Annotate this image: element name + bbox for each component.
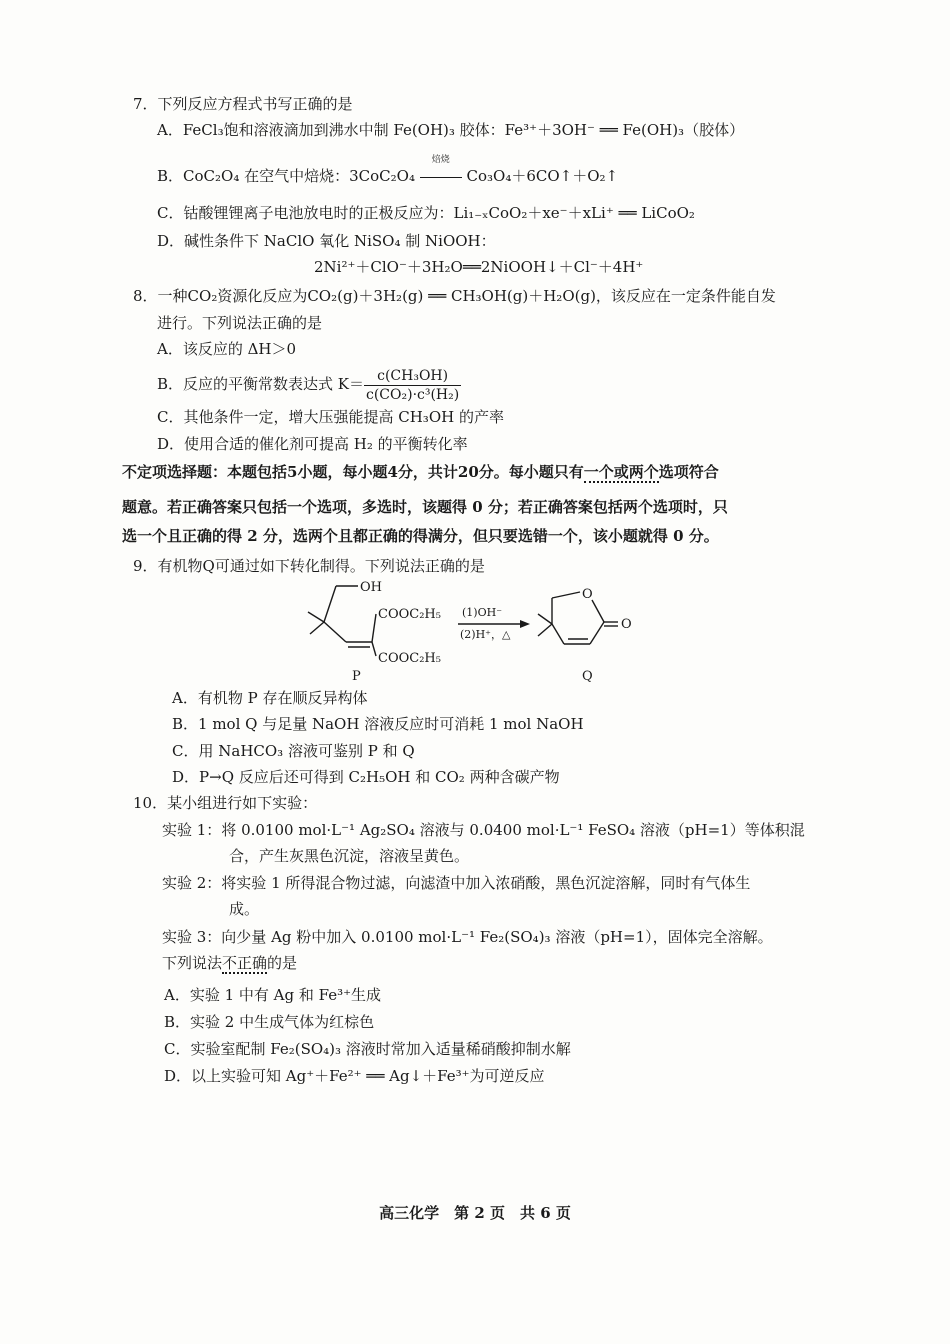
section-instructions-line2: 题意。若正确答案只包括一个选项，多选时，该题得 0 分；若正确答案包括两个选项时，只 xyxy=(122,498,728,516)
p-hydroxyl-label: OH xyxy=(360,580,382,595)
q8-option-d: D．使用合适的催化剂可提高 H₂ 的平衡转化率 xyxy=(157,435,468,453)
q9-option-c: C．用 NaHCO₃ 溶液可鉴别 P 和 Q xyxy=(172,742,415,760)
q10-question: 下列说法不正确的是 xyxy=(162,954,298,972)
q10-option-b: B．实验 2 中生成气体为红棕色 xyxy=(164,1013,375,1031)
q8-option-b-label: B．反应的平衡常数表达式 K＝ xyxy=(157,375,364,393)
q7-option-b-rhs: Co₃O₄＋6CO↑＋O₂↑ xyxy=(461,167,619,185)
section-instructions-line1: 不定项选择题：本题包括5小题，每小题4分，共计20分。每小题只有一个或两个选项符合 xyxy=(122,463,719,481)
q8-stem: 8．一种CO₂资源化反应为CO₂(g)＋3H₂(g) ══ CH₃OH(g)＋H₂O(g)，该反应在一定条件能自发 xyxy=(133,287,776,305)
q10-option-a: A．实验 1 中有 Ag 和 Fe³⁺生成 xyxy=(164,986,382,1004)
fraction-numerator: c(CH₃OH) xyxy=(364,367,461,386)
molecule-q-label: Q xyxy=(582,669,593,684)
q-carbonyl-oxygen: O xyxy=(621,617,632,632)
q10-experiment-2-cont: 成。 xyxy=(229,900,260,918)
q7-option-a: A．FeCl₃饱和溶液滴加到沸水中制 Fe(OH)₃ 胶体：Fe³⁺＋3OH⁻ ══ Fe(OH)₃（胶体） xyxy=(157,121,745,139)
p-ester-label-2: COOC₂H₅ xyxy=(378,651,441,666)
q8-stem-cont: 进行。下列说法正确的是 xyxy=(157,314,323,332)
q7-option-d-equation: 2Ni²⁺＋ClO⁻＋3H₂O══2NiOOH↓＋Cl⁻＋4H⁺ xyxy=(314,258,644,276)
q10-option-d: D．以上实验可知 Ag⁺＋Fe²⁺ ══ Ag↓＋Fe³⁺为可逆反应 xyxy=(164,1067,545,1085)
q7-option-c: C．钴酸锂锂离子电池放电时的正极反应为：Li₁₋ₓCoO₂＋xe⁻＋xLi⁺ ══ LiCoO₂ xyxy=(157,204,695,222)
section-instructions-line3: 选一个且正确的得 2 分，选两个且都正确的得满分，但只要选错一个，该小题就得 0 分。 xyxy=(122,527,719,545)
reaction-scheme xyxy=(290,578,650,684)
q8-option-b xyxy=(157,364,461,404)
equilibrium-constant-fraction xyxy=(364,367,461,404)
condition-step-2: (2)H⁺，△ xyxy=(460,628,511,641)
q9-option-a: A．有机物 P 存在顺反异构体 xyxy=(172,689,368,707)
q7-stem: 7．下列反应方程式书写正确的是 xyxy=(133,95,353,113)
page-footer: 高三化学 第 2 页 共 6 页 xyxy=(379,1204,571,1222)
q10-stem: 10．某小组进行如下实验： xyxy=(133,794,318,812)
reaction-condition-arrow xyxy=(420,155,462,186)
q9-stem: 9．有机物Q可通过如下转化制得。下列说法正确的是 xyxy=(133,557,485,575)
q9-option-d: D．P→Q 反应后还可得到 C₂H₅OH 和 CO₂ 两种含碳产物 xyxy=(172,768,560,786)
q10-experiment-2: 实验 2：将实验 1 所得混合物过滤，向滤渣中加入浓硝酸，黑色沉淀溶解，同时有气体生 xyxy=(162,874,751,892)
fraction-denominator: c(CO₂)·c³(H₂) xyxy=(366,386,460,403)
q7-option-b-lhs: B．CoC₂O₄ 在空气中焙烧：3CoC₂O₄ xyxy=(157,167,420,185)
q-ring-oxygen: O xyxy=(582,587,593,602)
molecule-p-label: P xyxy=(352,669,361,684)
q10-option-c: C．实验室配制 Fe₂(SO₄)₃ 溶液时常加入适量稀硝酸抑制水解 xyxy=(164,1040,571,1058)
q9-option-b: B．1 mol Q 与足量 NaOH 溶液反应时可消耗 1 mol NaOH xyxy=(172,715,584,733)
emphasis-mark: 不正确 xyxy=(222,954,268,972)
emphasis-mark: 一个或两个 xyxy=(583,463,659,481)
condition-step-1: (1)OH⁻ xyxy=(462,606,502,619)
q10-experiment-1-cont: 合，产生灰黑色沉淀，溶液呈黄色。 xyxy=(229,847,470,865)
q8-option-a: A．该反应的 ΔH＞0 xyxy=(157,340,297,358)
q7-option-b xyxy=(157,155,619,186)
q7-option-d: D．碱性条件下 NaClO 氧化 NiSO₄ 制 NiOOH： xyxy=(157,232,496,250)
q10-experiment-3: 实验 3：向少量 Ag 粉中加入 0.0100 mol·L⁻¹ Fe₂(SO₄)₃ 溶液（pH=1），固体完全溶解。 xyxy=(162,928,773,946)
q7-option-b-condition: 焙烧 xyxy=(431,155,450,165)
q10-experiment-1: 实验 1：将 0.0100 mol·L⁻¹ Ag₂SO₄ 溶液与 0.0400 mol·L⁻¹ FeSO₄ 溶液（pH=1）等体积混 xyxy=(162,821,805,839)
p-ester-label-1: COOC₂H₅ xyxy=(378,607,441,622)
q8-option-c: C．其他条件一定，增大压强能提高 CH₃OH 的产率 xyxy=(157,408,504,426)
